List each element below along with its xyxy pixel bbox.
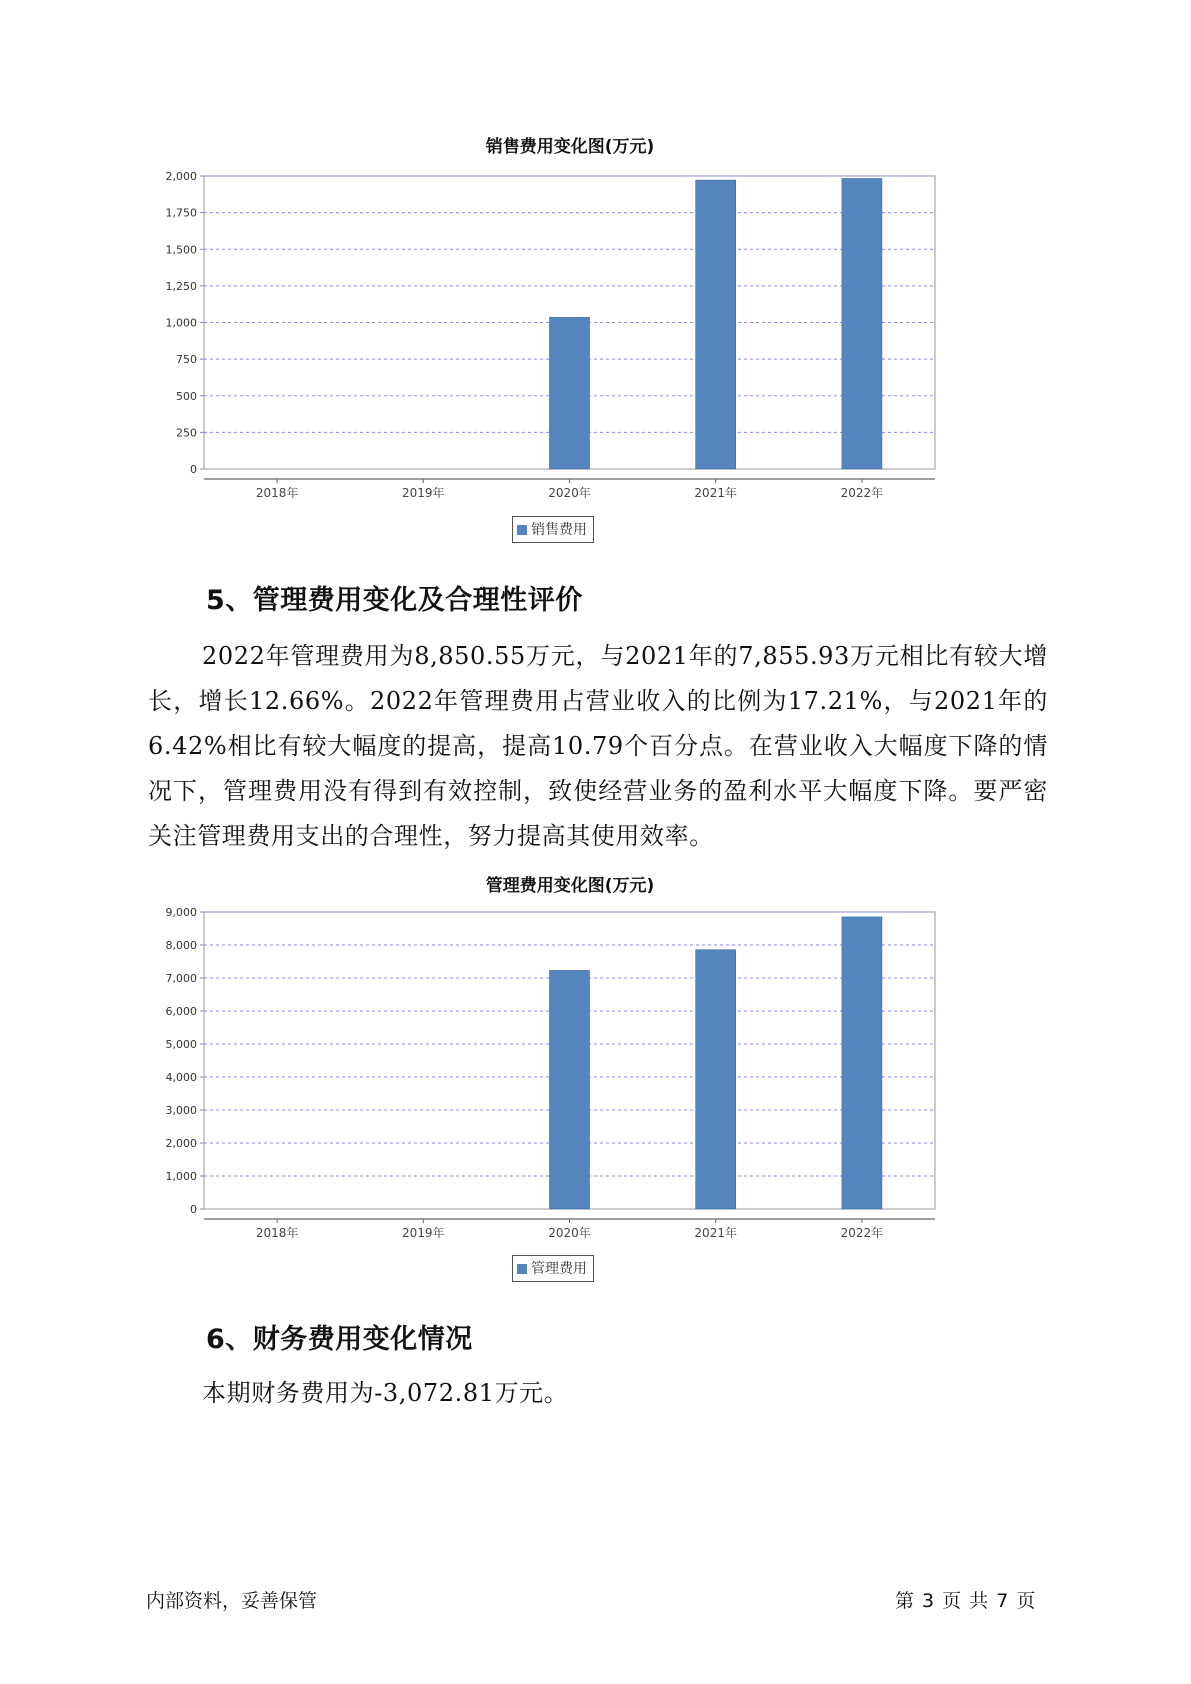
y-tick-label: 0 bbox=[190, 463, 197, 476]
y-tick-label: 2,000 bbox=[165, 170, 197, 183]
y-tick-label: 9,000 bbox=[165, 906, 197, 919]
legend-label-sales: 销售费用 bbox=[531, 522, 587, 538]
y-tick-label: 5,000 bbox=[165, 1038, 197, 1051]
legend-label-admin: 管理费用 bbox=[531, 1261, 587, 1277]
y-tick-label: 2,000 bbox=[165, 1137, 197, 1150]
chart-title-admin-expense: 管理费用变化图(万元) bbox=[485, 876, 655, 896]
bar bbox=[550, 317, 590, 469]
bar bbox=[842, 178, 882, 469]
sales-expense-chart bbox=[150, 168, 950, 518]
y-tick-label: 1,500 bbox=[165, 243, 197, 257]
bar bbox=[550, 970, 590, 1209]
section-6-heading: 6、财务费用变化情况 bbox=[206, 1324, 473, 1355]
x-tick-label: 2021年 bbox=[694, 486, 737, 500]
section-6-paragraph bbox=[148, 1371, 1048, 1416]
y-tick-label: 1,750 bbox=[165, 206, 197, 220]
y-tick-label: 1,000 bbox=[165, 1170, 197, 1183]
y-tick-label: 4,000 bbox=[165, 1071, 197, 1084]
x-tick-label: 2019年 bbox=[402, 486, 445, 500]
chart-legend-admin bbox=[512, 1255, 594, 1282]
bar bbox=[842, 917, 882, 1209]
legend-swatch bbox=[517, 1264, 527, 1274]
y-tick-label: 8,000 bbox=[165, 939, 197, 952]
x-tick-label: 2020年 bbox=[548, 486, 591, 500]
x-tick-label: 2019年 bbox=[402, 1226, 445, 1240]
bar bbox=[696, 950, 736, 1209]
y-tick-label: 6,000 bbox=[165, 1005, 197, 1018]
y-tick-label: 500 bbox=[176, 389, 197, 403]
y-tick-label: 250 bbox=[176, 426, 197, 440]
footer-page-number: 第 3 页 共 7 页 bbox=[895, 1590, 1036, 1612]
y-tick-label: 7,000 bbox=[165, 972, 197, 985]
section-5-heading: 5、管理费用变化及合理性评价 bbox=[206, 585, 583, 616]
y-tick-label: 1,250 bbox=[165, 279, 197, 293]
x-tick-label: 2018年 bbox=[255, 486, 299, 500]
admin-expense-chart bbox=[150, 904, 950, 1254]
section-5-paragraph bbox=[148, 634, 1048, 859]
chart-legend-sales bbox=[512, 516, 594, 543]
x-tick-label: 2022年 bbox=[840, 1226, 884, 1240]
legend-swatch bbox=[517, 525, 527, 535]
bar bbox=[696, 180, 736, 469]
x-tick-label: 2018年 bbox=[255, 1226, 299, 1240]
y-tick-label: 1,000 bbox=[165, 316, 197, 330]
chart-title-sales-expense: 销售费用变化图(万元) bbox=[485, 137, 655, 157]
y-tick-label: 0 bbox=[190, 1203, 197, 1216]
y-tick-label: 3,000 bbox=[165, 1104, 197, 1117]
footer-confidential-note: 内部资料，妥善保管 bbox=[146, 1590, 318, 1612]
section-6-text: 本期财务费用为-3,072.81万元。 bbox=[202, 1379, 569, 1407]
x-tick-label: 2022年 bbox=[840, 486, 884, 500]
y-tick-label: 750 bbox=[176, 353, 197, 367]
section-5-text: 2022年管理费用为8,850.55万元，与2021年的7,855.93万元相比有较大增长，增长12.66%。2022年管理费用占营业收入的比例为17.21%，与2021年的6.42%相比有较大幅度的提高，提高10.79个百分点。在营业收入大幅度下降的情况下，管理费用没有得到有效控制，致使经营业务的盈利水平大幅度下降。要严密关注管理费用支出的合理性，努力提高其使用效率。 bbox=[148, 642, 1048, 850]
x-tick-label: 2020年 bbox=[548, 1226, 591, 1240]
x-tick-label: 2021年 bbox=[694, 1226, 737, 1240]
